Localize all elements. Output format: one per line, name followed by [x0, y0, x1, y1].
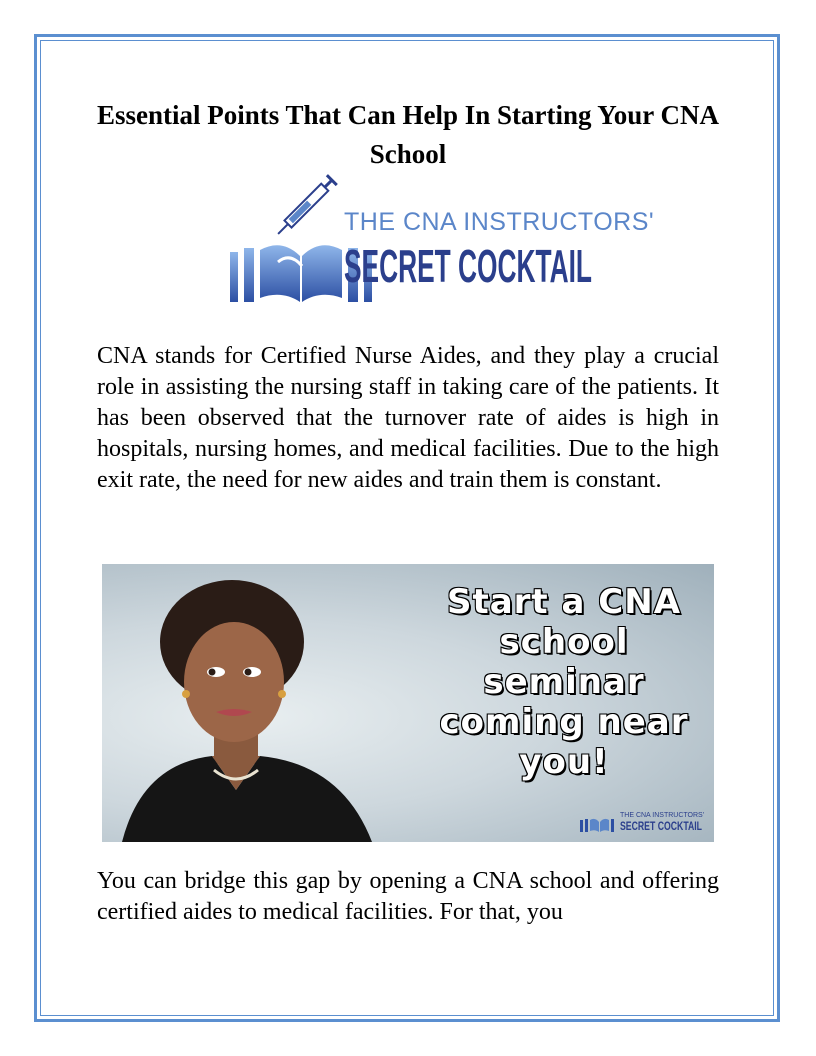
mini-logo-line1: THE CNA INSTRUCTORS': [620, 812, 705, 819]
logo-line1: THE CNA INSTRUCTORS': [344, 208, 655, 236]
banner-headline: [430, 582, 698, 782]
paragraph-bridge: You can bridge this gap by opening a CNA school and offering certified aides to medical facilities. For that, you: [97, 868, 719, 925]
banner-line-3: seminar: [483, 662, 645, 702]
document-title: Essential Points That Can Help In Starting Your CNA School: [96, 100, 720, 169]
brand-logo: [226, 186, 655, 310]
banner-line-5: you!: [519, 742, 609, 782]
mini-logo-line2: SECRET COCKTAIL: [620, 819, 702, 833]
logo-line2: SECRET COCKTAIL: [344, 240, 592, 292]
banner-mini-logo: [580, 808, 704, 834]
banner-line-4: coming near: [439, 702, 689, 742]
woman-portrait: [102, 564, 442, 842]
banner-line-1: Start a CNA: [446, 582, 682, 622]
paragraph-intro: CNA stands for Certified Nurse Aides, and they play a crucial role in assisting the nursing staff in taking care of the patients. It has been observed that the turnover rate of aides is high in hospitals, nursing homes, and medical facilities. Due to the high exit rate, the need for new aides and train them is constant.: [97, 343, 719, 493]
seminar-banner-image: [102, 564, 714, 842]
banner-line-2: school: [499, 622, 629, 662]
